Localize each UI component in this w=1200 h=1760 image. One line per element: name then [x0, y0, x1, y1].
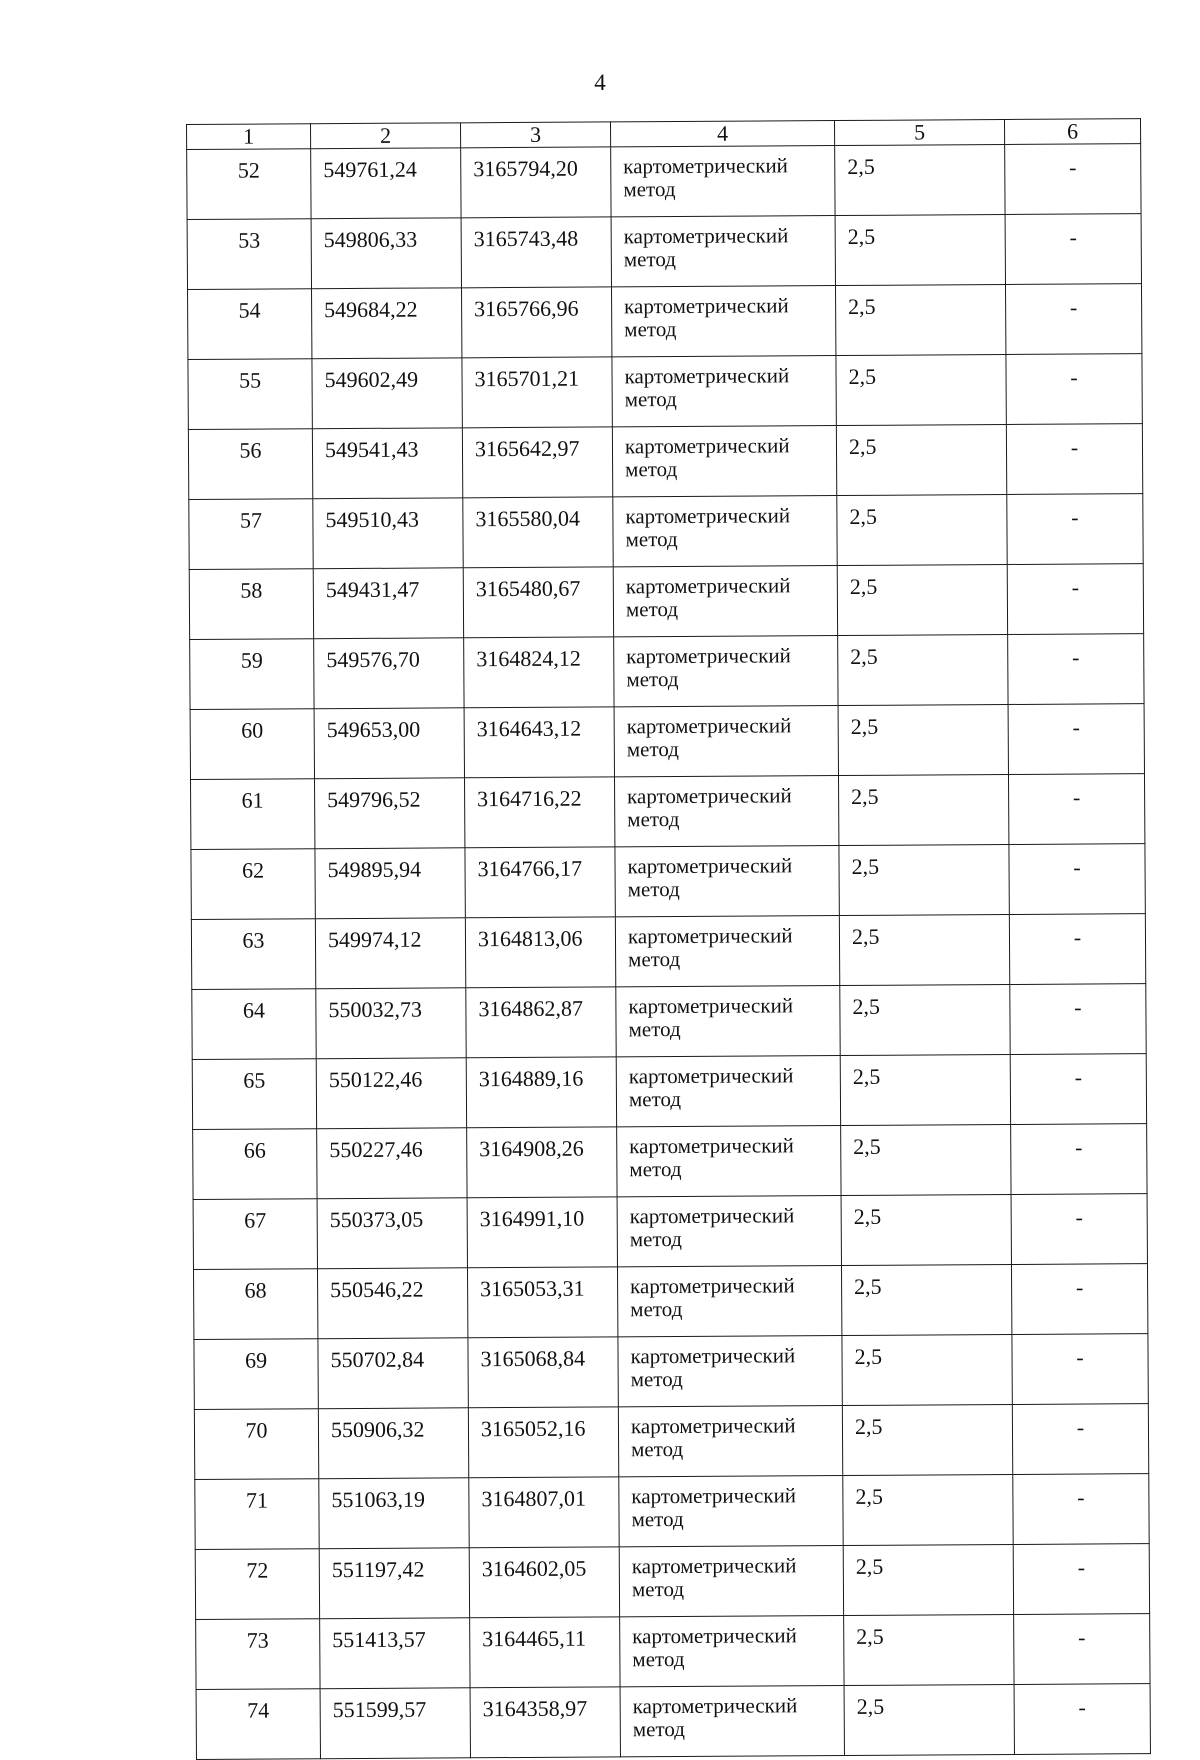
accuracy-cell: 2,5: [835, 214, 1005, 285]
table-row: [196, 1614, 1150, 1690]
note-cell: -: [1011, 1194, 1147, 1265]
point-number-cell: 63: [191, 919, 315, 990]
x-coordinate-cell: 550906,32: [318, 1408, 468, 1479]
accuracy-cell: 2,5: [842, 1404, 1012, 1475]
accuracy-cell: 2,5: [837, 494, 1007, 565]
point-number-cell: 58: [189, 569, 313, 640]
method-cell: картометрический метод: [612, 286, 836, 357]
page-number: 4: [594, 70, 606, 95]
point-number-cell: 69: [194, 1339, 318, 1410]
method-cell: картометрический метод: [615, 846, 839, 917]
method-cell: картометрический метод: [614, 776, 838, 847]
accuracy-cell: 2,5: [838, 774, 1008, 845]
accuracy-cell: 2,5: [842, 1334, 1012, 1405]
method-cell: картометрический метод: [617, 1196, 841, 1267]
table-row: [193, 1124, 1147, 1200]
point-number-cell: 70: [194, 1409, 318, 1480]
table-row: [188, 354, 1142, 430]
accuracy-cell: 2,5: [839, 844, 1009, 915]
point-number-cell: 56: [188, 429, 312, 500]
note-cell: -: [1005, 284, 1141, 355]
accuracy-cell: 2,5: [840, 984, 1010, 1055]
table-row: [192, 1054, 1146, 1130]
method-cell: картометрический метод: [618, 1336, 842, 1407]
y-coordinate-cell: 3164908,26: [467, 1127, 617, 1198]
note-cell: -: [1012, 1404, 1148, 1475]
y-coordinate-cell: 3165052,16: [468, 1407, 618, 1478]
y-coordinate-cell: 3165743,48: [461, 217, 611, 288]
y-coordinate-cell: 3165480,67: [463, 567, 613, 638]
table-row: [194, 1404, 1148, 1480]
y-coordinate-cell: 3165766,96: [462, 287, 612, 358]
point-number-cell: 74: [196, 1689, 320, 1760]
table-row: [192, 984, 1146, 1060]
table-row: [190, 634, 1144, 710]
accuracy-cell: 2,5: [835, 144, 1005, 215]
point-number-cell: 68: [193, 1269, 317, 1340]
note-cell: -: [1012, 1334, 1148, 1405]
method-cell: картометрический метод: [617, 1266, 841, 1337]
method-cell: картометрический метод: [615, 916, 839, 987]
accuracy-cell: 2,5: [841, 1194, 1011, 1265]
y-coordinate-cell: 3165701,21: [462, 357, 612, 428]
column-header: 4: [610, 121, 834, 147]
point-number-cell: 57: [189, 499, 313, 570]
note-cell: -: [1014, 1684, 1150, 1755]
note-cell: -: [1013, 1474, 1149, 1545]
x-coordinate-cell: 550227,46: [317, 1128, 467, 1199]
x-coordinate-cell: 550546,22: [317, 1268, 467, 1339]
table-row: [193, 1264, 1147, 1340]
note-cell: -: [1005, 214, 1141, 285]
method-cell: картометрический метод: [611, 216, 835, 287]
y-coordinate-cell: 3165580,04: [463, 497, 613, 568]
y-coordinate-cell: 3165068,84: [468, 1337, 618, 1408]
accuracy-cell: 2,5: [836, 354, 1006, 425]
table-row: [191, 914, 1145, 990]
table-row: [193, 1194, 1147, 1270]
accuracy-cell: 2,5: [837, 564, 1007, 635]
table-row: [194, 1334, 1148, 1410]
accuracy-cell: 2,5: [844, 1614, 1014, 1685]
table-body: [187, 144, 1151, 1760]
note-cell: -: [1006, 424, 1142, 495]
table-row: [189, 494, 1143, 570]
method-cell: картометрический метод: [619, 1546, 843, 1617]
accuracy-cell: 2,5: [843, 1544, 1013, 1615]
x-coordinate-cell: 549761,24: [311, 148, 461, 219]
method-cell: картометрический метод: [620, 1616, 844, 1687]
coordinates-table: [186, 118, 1151, 1760]
column-header: 2: [311, 123, 461, 149]
y-coordinate-cell: 3164716,22: [464, 777, 614, 848]
column-header: 3: [460, 122, 610, 148]
point-number-cell: 71: [195, 1479, 319, 1550]
table-row: [187, 214, 1141, 290]
note-cell: -: [1009, 914, 1145, 985]
y-coordinate-cell: 3164991,10: [467, 1197, 617, 1268]
method-cell: картометрический метод: [614, 636, 838, 707]
note-cell: -: [1005, 144, 1141, 215]
point-number-cell: 66: [193, 1129, 317, 1200]
x-coordinate-cell: 550373,05: [317, 1198, 467, 1269]
method-cell: картометрический метод: [619, 1476, 843, 1547]
note-cell: -: [1010, 984, 1146, 1055]
table-row: [195, 1544, 1149, 1620]
accuracy-cell: 2,5: [836, 424, 1006, 495]
x-coordinate-cell: 551413,57: [320, 1618, 470, 1689]
point-number-cell: 64: [192, 989, 316, 1060]
table-row: [191, 774, 1145, 850]
point-number-cell: 55: [188, 359, 312, 430]
y-coordinate-cell: 3164465,11: [470, 1617, 620, 1688]
accuracy-cell: 2,5: [835, 284, 1005, 355]
y-coordinate-cell: 3165794,20: [461, 147, 611, 218]
point-number-cell: 60: [190, 709, 314, 780]
x-coordinate-cell: 551599,57: [320, 1688, 470, 1759]
note-cell: -: [1010, 1054, 1146, 1125]
note-cell: -: [1008, 634, 1144, 705]
x-coordinate-cell: 551063,19: [319, 1478, 469, 1549]
note-cell: -: [1006, 354, 1142, 425]
method-cell: картометрический метод: [616, 1056, 840, 1127]
accuracy-cell: 2,5: [841, 1124, 1011, 1195]
y-coordinate-cell: 3164643,12: [464, 707, 614, 778]
table-row: [190, 704, 1144, 780]
table-row: [188, 424, 1142, 500]
accuracy-cell: 2,5: [840, 1054, 1010, 1125]
point-number-cell: 61: [191, 779, 315, 850]
method-cell: картометрический метод: [612, 426, 836, 497]
accuracy-cell: 2,5: [838, 634, 1008, 705]
point-number-cell: 53: [187, 219, 311, 290]
method-cell: картометрический метод: [618, 1406, 842, 1477]
x-coordinate-cell: 549895,94: [315, 848, 465, 919]
accuracy-cell: 2,5: [838, 704, 1008, 775]
point-number-cell: 52: [187, 149, 311, 220]
method-cell: картометрический метод: [613, 566, 837, 637]
y-coordinate-cell: 3164807,01: [469, 1477, 619, 1548]
x-coordinate-cell: 549796,52: [315, 778, 465, 849]
x-coordinate-cell: 549653,00: [314, 708, 464, 779]
table-row: [189, 564, 1143, 640]
note-cell: -: [1011, 1264, 1147, 1335]
point-number-cell: 62: [191, 849, 315, 920]
table-row: [195, 1474, 1149, 1550]
table-row: [187, 144, 1141, 220]
note-cell: -: [1008, 704, 1144, 775]
table-row: [188, 284, 1142, 360]
method-cell: картометрический метод: [617, 1126, 841, 1197]
table-row: [191, 844, 1145, 920]
note-cell: -: [1014, 1614, 1150, 1685]
point-number-cell: 54: [188, 289, 312, 360]
note-cell: -: [1007, 564, 1143, 635]
note-cell: -: [1011, 1124, 1147, 1195]
x-coordinate-cell: 551197,42: [319, 1548, 469, 1619]
accuracy-cell: 2,5: [841, 1264, 1011, 1335]
note-cell: -: [1008, 774, 1144, 845]
x-coordinate-cell: 549576,70: [314, 638, 464, 709]
column-header: 1: [187, 124, 311, 150]
method-cell: картометрический метод: [611, 146, 835, 217]
note-cell: -: [1007, 494, 1143, 565]
x-coordinate-cell: 549806,33: [311, 218, 461, 289]
x-coordinate-cell: 550122,46: [316, 1058, 466, 1129]
method-cell: картометрический метод: [614, 706, 838, 777]
y-coordinate-cell: 3164766,17: [465, 847, 615, 918]
y-coordinate-cell: 3164358,97: [470, 1687, 620, 1758]
accuracy-cell: 2,5: [839, 914, 1009, 985]
column-header: 6: [1004, 119, 1140, 145]
x-coordinate-cell: 549974,12: [315, 918, 465, 989]
method-cell: картометрический метод: [613, 496, 837, 567]
x-coordinate-cell: 549431,47: [313, 568, 463, 639]
y-coordinate-cell: 3165642,97: [462, 427, 612, 498]
y-coordinate-cell: 3164824,12: [464, 637, 614, 708]
point-number-cell: 72: [195, 1549, 319, 1620]
point-number-cell: 67: [193, 1199, 317, 1270]
point-number-cell: 65: [192, 1059, 316, 1130]
x-coordinate-cell: 549602,49: [312, 358, 462, 429]
method-cell: картометрический метод: [612, 356, 836, 427]
x-coordinate-cell: 550702,84: [318, 1338, 468, 1409]
y-coordinate-cell: 3164889,16: [466, 1057, 616, 1128]
accuracy-cell: 2,5: [844, 1684, 1014, 1755]
x-coordinate-cell: 549684,22: [312, 288, 462, 359]
column-header: 5: [834, 120, 1004, 146]
y-coordinate-cell: 3164862,87: [466, 987, 616, 1058]
x-coordinate-cell: 549541,43: [312, 428, 462, 499]
point-number-cell: 59: [190, 639, 314, 710]
accuracy-cell: 2,5: [843, 1474, 1013, 1545]
table-row: [196, 1684, 1150, 1760]
y-coordinate-cell: 3165053,31: [467, 1267, 617, 1338]
method-cell: картометрический метод: [620, 1686, 844, 1757]
y-coordinate-cell: 3164602,05: [469, 1547, 619, 1618]
method-cell: картометрический метод: [616, 986, 840, 1057]
note-cell: -: [1009, 844, 1145, 915]
note-cell: -: [1013, 1544, 1149, 1615]
x-coordinate-cell: 550032,73: [316, 988, 466, 1059]
point-number-cell: 73: [196, 1619, 320, 1690]
y-coordinate-cell: 3164813,06: [465, 917, 615, 988]
x-coordinate-cell: 549510,43: [313, 498, 463, 569]
